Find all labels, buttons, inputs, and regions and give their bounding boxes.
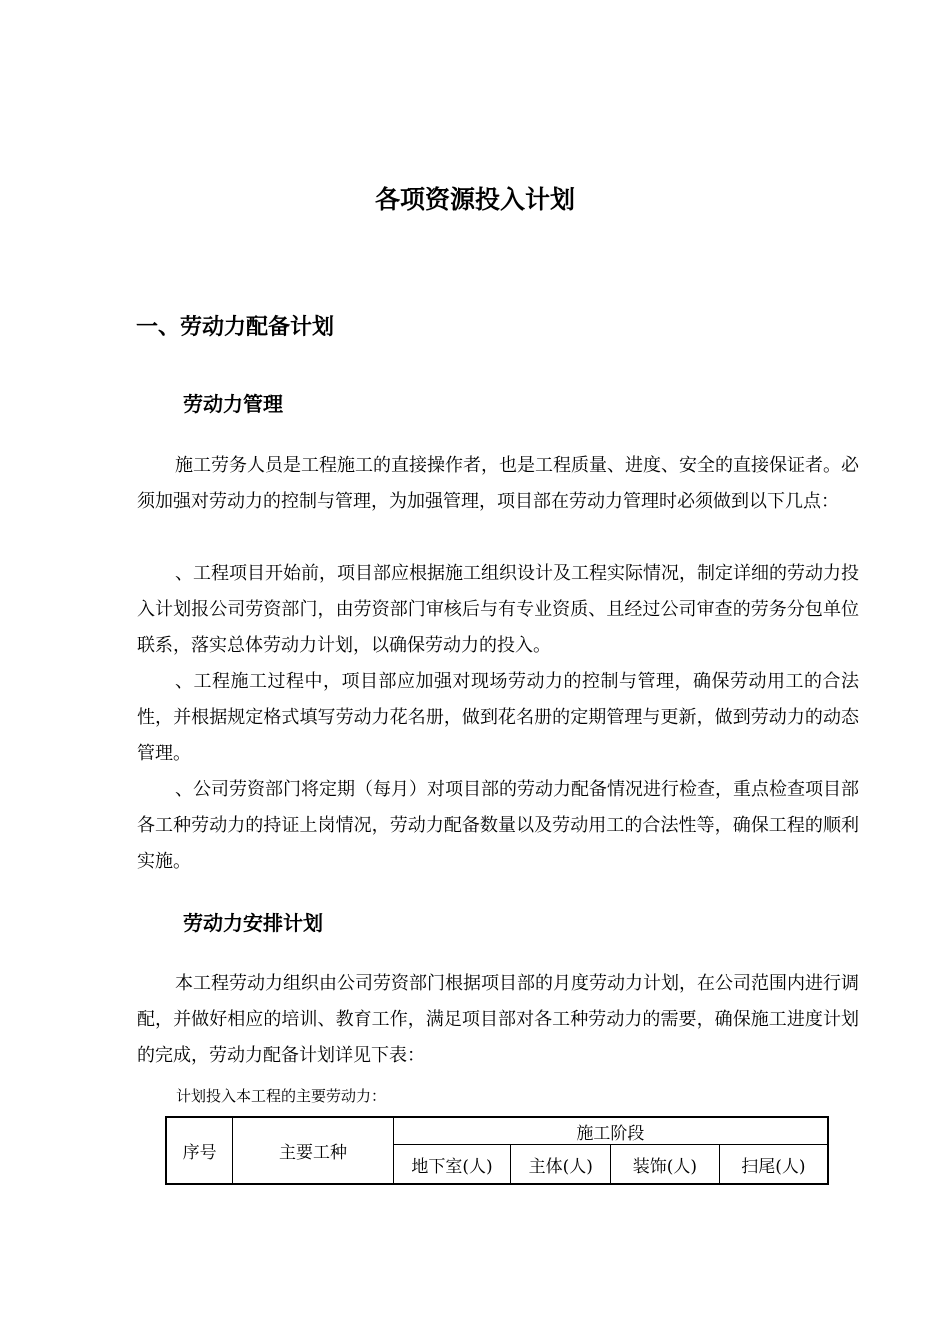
- labor-table: [165, 1116, 829, 1185]
- header-trade: 主要工种: [233, 1117, 393, 1184]
- table-caption: 计划投入本工程的主要劳动力：: [176, 1087, 387, 1105]
- paragraph-arrangement: 本工程劳动力组织由公司劳资部门根据项目部的月度劳动力计划，在公司范围内进行调配，并做好相应的培训、教育工作，满足项目部对各工种劳动力的需要，确保施工进度计划的完成，劳动力配备计划详见下表：: [137, 973, 859, 1066]
- paragraph-point-2: 、工程施工过程中，项目部应加强对现场劳动力的控制与管理，确保劳动用工的合法性，并根据规定格式填写劳动力花名册，做到花名册的定期管理与更新，做到劳动力的动态管理。: [137, 671, 859, 764]
- subheading-labor-management: 劳动力管理: [183, 392, 283, 416]
- header-stage-decoration: 装饰(人): [611, 1145, 720, 1185]
- paragraph-point-3: 、公司劳资部门将定期（每月）对项目部的劳动力配备情况进行检查，重点检查项目部各工种劳动力的持证上岗情况，劳动力配备数量以及劳动用工的合法性等，确保工程的顺利实施。: [137, 779, 859, 872]
- header-stage: 施工阶段: [393, 1117, 828, 1145]
- subheading-labor-arrangement: 劳动力安排计划: [183, 911, 323, 935]
- header-stage-basement: 地下室(人): [393, 1145, 511, 1185]
- paragraph-point-1: 、工程项目开始前，项目部应根据施工组织设计及工程实际情况，制定详细的劳动力投入计划报公司劳资部门，由劳资部门审核后与有专业资质、且经过公司审查的劳务分包单位联系，落实总体劳动力计划，以确保劳动力的投入。: [137, 563, 859, 656]
- paragraph-intro: 施工劳务人员是工程施工的直接操作者，也是工程质量、进度、安全的直接保证者。必须加强对劳动力的控制与管理，为加强管理，项目部在劳动力管理时必须做到以下几点：: [137, 455, 859, 512]
- header-no: 序号: [166, 1117, 233, 1184]
- table-header-row: [166, 1117, 828, 1145]
- header-stage-finishing: 扫尾(人): [719, 1145, 828, 1185]
- page-title: 各项资源投入计划: [374, 185, 575, 214]
- header-stage-structure: 主体(人): [511, 1145, 611, 1185]
- section-heading-labor-plan: 一、劳动力配备计划: [136, 315, 335, 340]
